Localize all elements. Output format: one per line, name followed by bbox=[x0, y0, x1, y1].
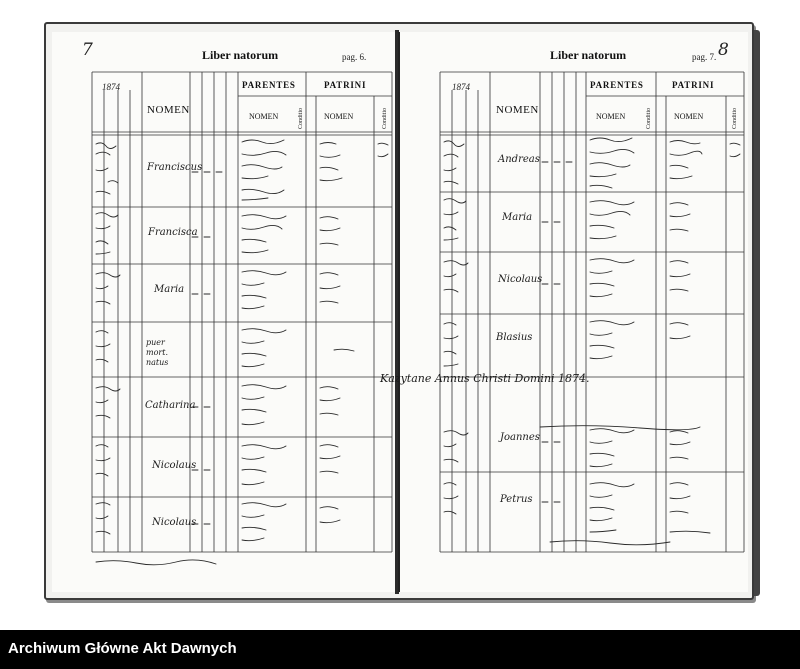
archive-name: Archiwum Główne Akt Dawnych bbox=[8, 640, 237, 657]
left-nomen-header: NOMEN bbox=[147, 104, 190, 116]
right-entry-3: Nicolaus bbox=[498, 274, 543, 285]
right-parentes-header: PARENTES bbox=[590, 80, 644, 90]
left-entry-6: Nicolaus bbox=[152, 460, 197, 471]
left-entry-2: Francisca bbox=[148, 227, 198, 238]
right-handwriting bbox=[400, 32, 748, 592]
right-page-number: pag. 7. bbox=[692, 52, 717, 62]
left-year: 1874 bbox=[102, 82, 120, 92]
right-entry-6: Petrus bbox=[500, 494, 533, 505]
archive-footer bbox=[0, 630, 800, 669]
left-entry-4: puer mort. natus bbox=[146, 338, 169, 367]
left-handwriting bbox=[52, 32, 396, 592]
left-page-title: Liber natorum bbox=[202, 48, 279, 62]
left-page bbox=[52, 32, 397, 592]
right-entry-4: Blasius bbox=[496, 332, 533, 343]
right-page-title: Liber natorum bbox=[550, 48, 627, 62]
right-entry-1: Andreas bbox=[498, 154, 540, 165]
left-patrini-nomen: NOMEN bbox=[324, 112, 354, 121]
book-cover-edge bbox=[754, 30, 760, 596]
register-book bbox=[44, 22, 754, 600]
left-folio-number: 7 bbox=[82, 40, 93, 60]
right-entry-2: Maria bbox=[502, 212, 533, 223]
left-entry-1: Franciscus bbox=[147, 162, 203, 173]
right-conditio-parentes: Conditio bbox=[646, 108, 652, 130]
left-parentes-nomen: NOMEN bbox=[249, 112, 279, 121]
right-year: 1874 bbox=[452, 82, 470, 92]
right-parentes-nomen: NOMEN bbox=[596, 112, 626, 121]
right-folio-number: 8 bbox=[718, 40, 729, 60]
left-entry-7: Nicolaus bbox=[152, 517, 197, 528]
right-patrini-nomen: NOMEN bbox=[674, 112, 704, 121]
right-conditio-patrini: Conditio bbox=[732, 108, 738, 130]
left-conditio-parentes: Conditio bbox=[298, 108, 304, 130]
right-patrini-header: PATRINI bbox=[672, 80, 715, 90]
left-patrini-header: PATRINI bbox=[324, 80, 367, 90]
left-conditio-patrini: Conditio bbox=[382, 108, 388, 130]
right-entry-5: Joannes bbox=[500, 432, 540, 443]
right-nomen-header: NOMEN bbox=[496, 104, 539, 116]
left-page-number: pag. 6. bbox=[342, 52, 367, 62]
right-page bbox=[398, 32, 748, 592]
left-entry-3: Maria bbox=[154, 284, 185, 295]
left-entry-5: Catharina bbox=[145, 400, 196, 411]
left-parentes-header: PARENTES bbox=[242, 80, 296, 90]
year-banner: Kazytane Annus Christi Domini 1874. bbox=[380, 372, 590, 385]
